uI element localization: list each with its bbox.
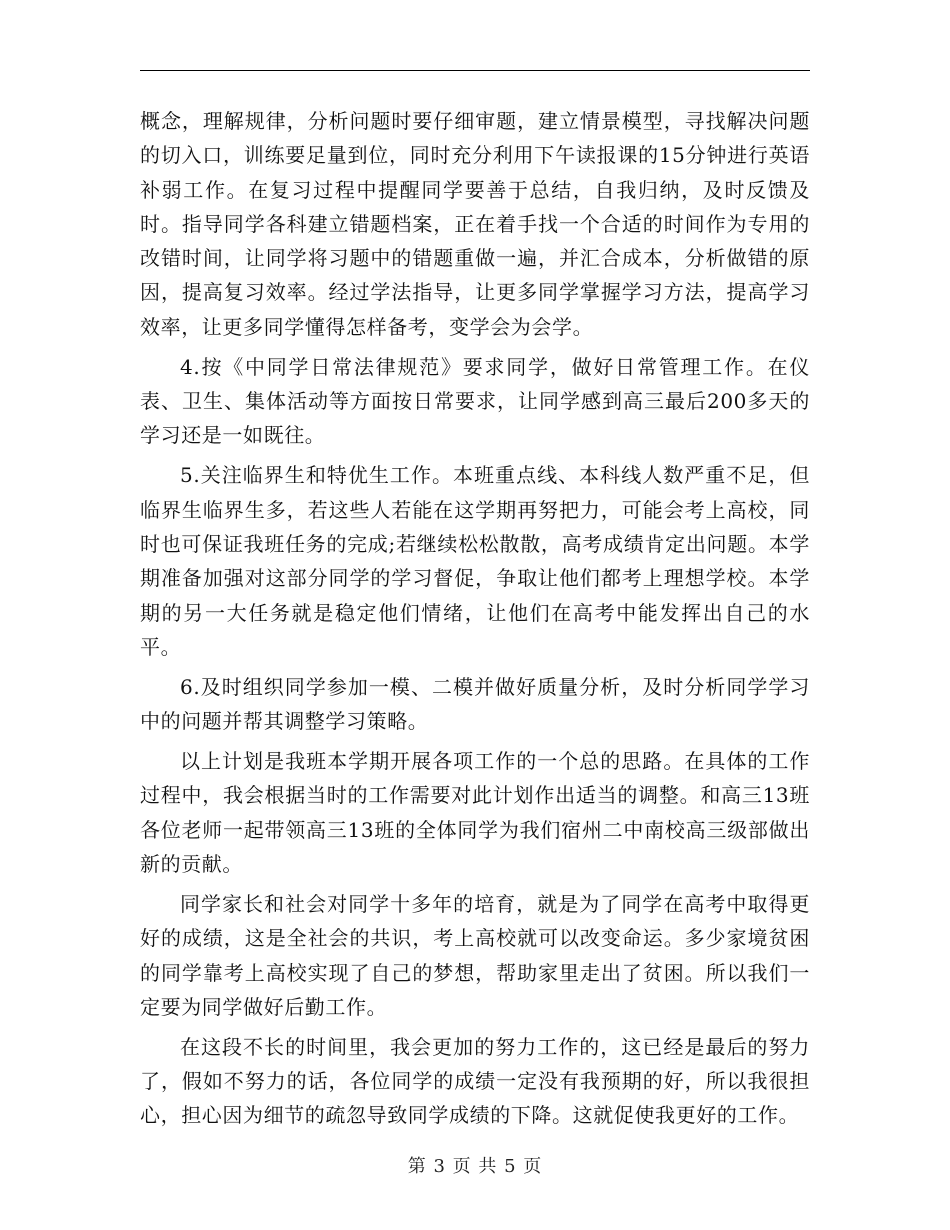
paragraph-item-5: 5.关注临界生和特优生工作。本班重点线、本科线人数严重不足，但临界生临界生多，若这些人若能在这学期再努把力，可能会考上高校，同时也可保证我班任务的完成;若继续松松散散，高考成绩肯定出问题。本学期准备加强对这部分同学的学习督促，争取让他们都考上理想学校。本学期的另一大任务就是稳定他们情绪，让他们在高考中能发挥出自己的水平。 xyxy=(140,463,810,659)
page-number-footer: 第 3 页 共 5 页 xyxy=(407,1156,543,1177)
document-body xyxy=(140,104,810,1138)
paragraph-closing: 在这段不长的时间里，我会更加的努力工作的，这已经是最后的努力了，假如不努力的话，各位同学的成绩一定没有我预期的好，所以我很担心，担心因为细节的疏忽导致同学成绩的下降。这就促使我更好的工作。 xyxy=(140,1034,810,1128)
paragraph-continuation: 概念，理解规律，分析问题时要仔细审题，建立情景模型，寻找解决问题的切入口，训练要足量到位，同时充分利用下午读报课的15分钟进行英语补弱工作。在复习过程中提醒同学要善于总结，自我归纳，及时反馈及时。指导同学各科建立错题档案，正在着手找一个合适的时间作为专用的改错时间，让同学将习题中的错题重做一遍，并汇合成本，分析做错的原因，提高复习效率。经过学法指导，让更多同学掌握学习方法，提高学习效率，让更多同学懂得怎样备考，变学会为会学。 xyxy=(140,109,810,339)
header-rule xyxy=(140,70,810,71)
paragraph-parents-society: 同学家长和社会对同学十多年的培育，就是为了同学在高考中取得更好的成绩，这是全社会的共识，考上高校就可以改变命运。多少家境贫困的同学靠考上高校实现了自己的梦想，帮助家里走出了贫困。所以我们一定要为同学做好后勤工作。 xyxy=(140,891,810,1019)
paragraph-summary: 以上计划是我班本学期开展各项工作的一个总的思路。在具体的工作过程中，我会根据当时的工作需要对此计划作出适当的调整。和高三13班各位老师一起带领高三13班的全体同学为我们宿州二中南校高三级部做出新的贡献。 xyxy=(140,749,810,876)
paragraph-item-4: 4.按《中同学日常法律规范》要求同学，做好日常管理工作。在仪表、卫生、集体活动等方面按日常要求，让同学感到高三最后200多天的学习还是一如既往。 xyxy=(140,354,810,448)
paragraph-item-6: 6.及时组织同学参加一模、二模并做好质量分析，及时分析同学学习中的问题并帮其调整学习策略。 xyxy=(140,674,810,734)
